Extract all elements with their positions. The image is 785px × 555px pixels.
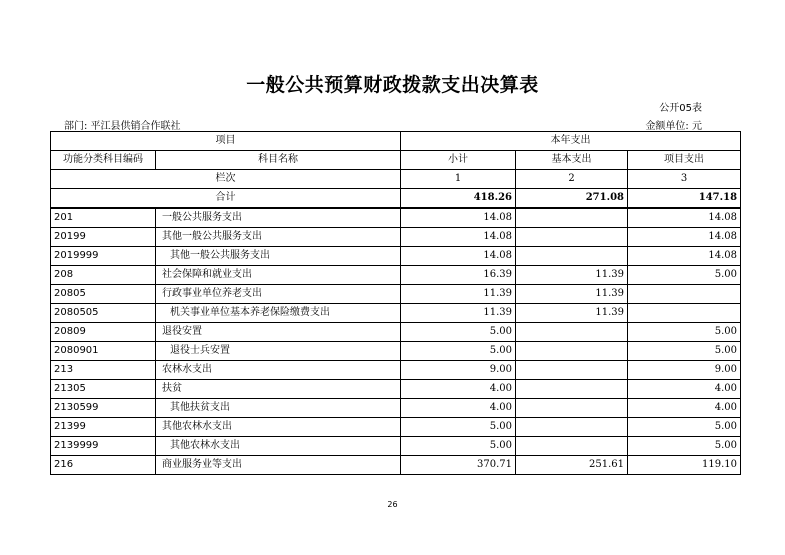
row-subtotal: 14.08 — [401, 247, 516, 266]
row-code: 2080901 — [51, 342, 156, 361]
table-row — [51, 456, 741, 475]
row-project: 119.10 — [628, 456, 741, 475]
row-subtotal: 11.39 — [401, 285, 516, 304]
total-subtotal: 418.26 — [401, 189, 516, 209]
table-row — [51, 342, 741, 361]
index-2: 2 — [516, 170, 628, 189]
row-code: 201 — [51, 208, 156, 228]
row-name: 行政事业单位养老支出 — [156, 285, 401, 304]
header-subtotal: 小计 — [401, 151, 516, 170]
table-row — [51, 399, 741, 418]
page-title: 一般公共预算财政拨款支出决算表 — [246, 74, 539, 96]
row-project: 9.00 — [628, 361, 741, 380]
row-basic — [516, 361, 628, 380]
row-project: 5.00 — [628, 342, 741, 361]
row-subtotal: 5.00 — [401, 418, 516, 437]
header-row-2 — [51, 151, 741, 170]
row-name: 其他农林水支出 — [156, 418, 401, 437]
row-name: 退役士兵安置 — [156, 342, 401, 361]
row-name: 其他扶贫支出 — [156, 399, 401, 418]
row-project: 5.00 — [628, 323, 741, 342]
index-3: 3 — [628, 170, 741, 189]
row-subtotal: 14.08 — [401, 208, 516, 228]
table-row — [51, 285, 741, 304]
table-row — [51, 418, 741, 437]
row-project: 14.08 — [628, 228, 741, 247]
row-code: 20809 — [51, 323, 156, 342]
page-number: 26 — [387, 500, 398, 509]
row-project: 5.00 — [628, 418, 741, 437]
row-basic: 11.39 — [516, 266, 628, 285]
row-name: 其他一般公共服务支出 — [156, 247, 401, 266]
table-row — [51, 208, 741, 228]
total-project: 147.18 — [628, 189, 741, 209]
row-subtotal: 9.00 — [401, 361, 516, 380]
header-row-1 — [51, 132, 741, 151]
header-project-exp: 项目支出 — [628, 151, 741, 170]
header-basic: 基本支出 — [516, 151, 628, 170]
total-row — [51, 189, 741, 209]
row-code: 20805 — [51, 285, 156, 304]
row-project: 4.00 — [628, 399, 741, 418]
row-project: 14.08 — [628, 247, 741, 266]
row-basic — [516, 418, 628, 437]
index-label: 栏次 — [51, 170, 401, 189]
row-subtotal: 4.00 — [401, 399, 516, 418]
table-row — [51, 380, 741, 399]
row-name: 其他一般公共服务支出 — [156, 228, 401, 247]
table-row — [51, 266, 741, 285]
row-subtotal: 370.71 — [401, 456, 516, 475]
table-row — [51, 361, 741, 380]
expenditure-table — [50, 131, 741, 475]
total-label: 合计 — [51, 189, 401, 209]
header-code: 功能分类科目编码 — [51, 151, 156, 170]
row-code: 2130599 — [51, 399, 156, 418]
table-row — [51, 228, 741, 247]
form-number: 公开05表 — [659, 103, 702, 114]
header-current-year: 本年支出 — [401, 132, 741, 151]
row-subtotal: 5.00 — [401, 342, 516, 361]
row-project — [628, 304, 741, 323]
row-name: 社会保障和就业支出 — [156, 266, 401, 285]
row-code: 2019999 — [51, 247, 156, 266]
unit-label: 金额单位: 元 — [645, 121, 702, 132]
row-code: 208 — [51, 266, 156, 285]
total-basic: 271.08 — [516, 189, 628, 209]
row-basic — [516, 247, 628, 266]
row-basic — [516, 208, 628, 228]
row-subtotal: 16.39 — [401, 266, 516, 285]
row-project: 5.00 — [628, 437, 741, 456]
row-name: 退役安置 — [156, 323, 401, 342]
header-name: 科目名称 — [156, 151, 401, 170]
row-subtotal: 5.00 — [401, 437, 516, 456]
header-project: 项目 — [51, 132, 401, 151]
row-basic: 251.61 — [516, 456, 628, 475]
row-name: 商业服务业等支出 — [156, 456, 401, 475]
table-row — [51, 304, 741, 323]
row-code: 21399 — [51, 418, 156, 437]
row-project: 4.00 — [628, 380, 741, 399]
row-code: 2139999 — [51, 437, 156, 456]
row-basic — [516, 323, 628, 342]
table-row — [51, 437, 741, 456]
row-name: 其他农林水支出 — [156, 437, 401, 456]
index-1: 1 — [401, 170, 516, 189]
row-basic — [516, 437, 628, 456]
department-label: 部门: 平江县供销合作联社 — [64, 121, 181, 132]
row-project: 5.00 — [628, 266, 741, 285]
row-basic: 11.39 — [516, 304, 628, 323]
row-name: 一般公共服务支出 — [156, 208, 401, 228]
row-subtotal: 11.39 — [401, 304, 516, 323]
row-basic — [516, 228, 628, 247]
row-subtotal: 14.08 — [401, 228, 516, 247]
row-project — [628, 285, 741, 304]
row-code: 21305 — [51, 380, 156, 399]
table-row — [51, 323, 741, 342]
row-code: 213 — [51, 361, 156, 380]
row-basic — [516, 380, 628, 399]
index-row — [51, 170, 741, 189]
row-basic — [516, 342, 628, 361]
table-row — [51, 247, 741, 266]
row-name: 扶贫 — [156, 380, 401, 399]
row-name: 农林水支出 — [156, 361, 401, 380]
row-subtotal: 4.00 — [401, 380, 516, 399]
row-basic — [516, 399, 628, 418]
row-code: 2080505 — [51, 304, 156, 323]
row-code: 20199 — [51, 228, 156, 247]
row-subtotal: 5.00 — [401, 323, 516, 342]
row-basic: 11.39 — [516, 285, 628, 304]
row-code: 216 — [51, 456, 156, 475]
row-project: 14.08 — [628, 208, 741, 228]
row-name: 机关事业单位基本养老保险缴费支出 — [156, 304, 401, 323]
